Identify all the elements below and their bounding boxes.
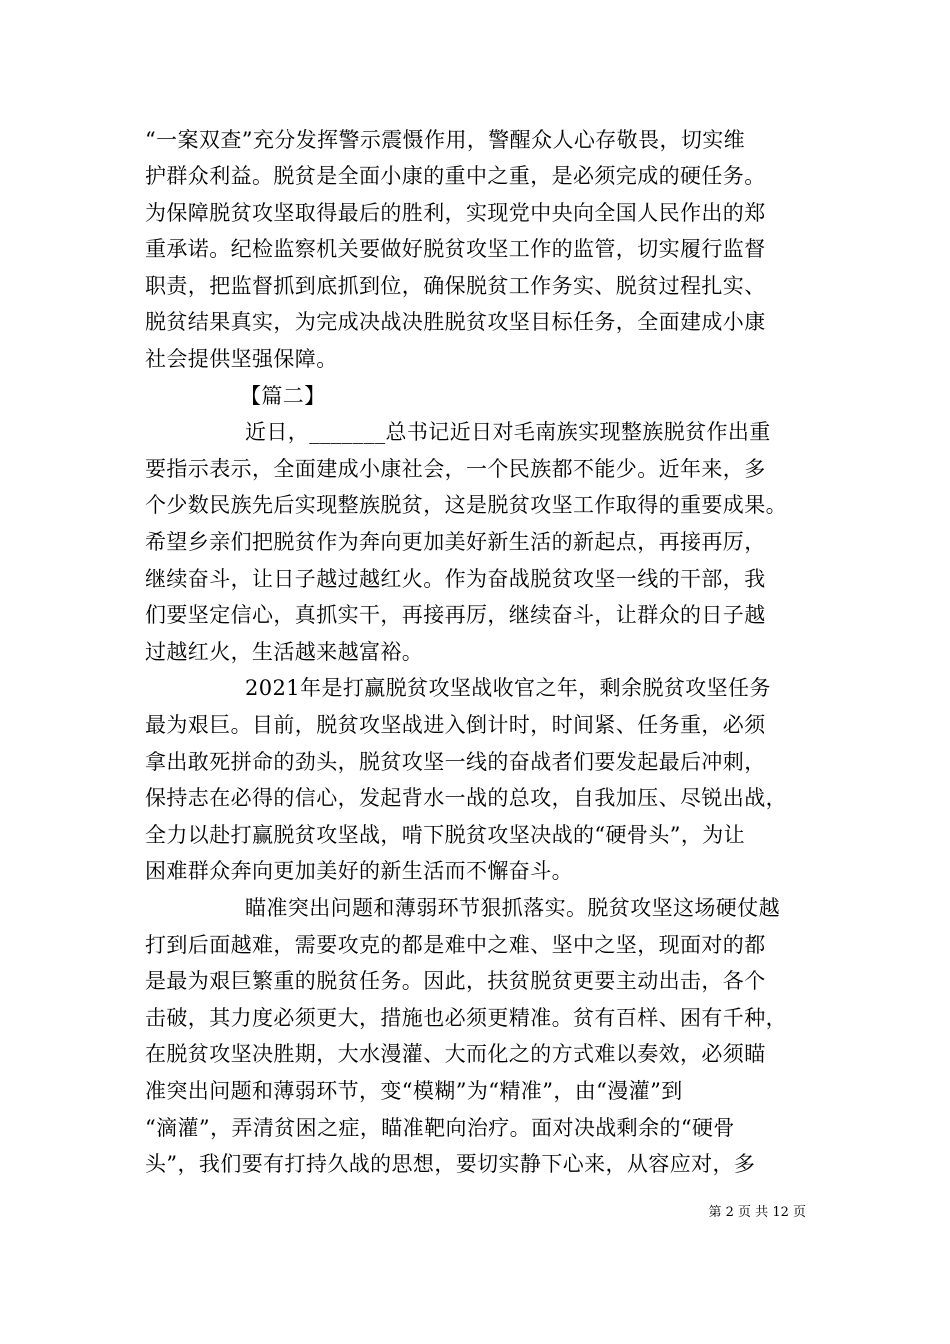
text-line: 保持志在必得的信心，发起背水一战的总攻，自我加压、尽锐出战， [145, 786, 787, 810]
section-heading: 【篇二】 [240, 384, 326, 408]
text-line: 社会提供坚强保障。 [145, 347, 338, 371]
text-line: 们要坚定信心，真抓实干，再接再厉，继续奋斗，让群众的日子越 [145, 603, 766, 627]
text-line: 重承诺。纪检监察机关要做好脱贫攻坚工作的监管，切实履行监督 [145, 237, 766, 261]
text-line: 护群众利益。脱贫是全面小康的重中之重，是必须完成的硬任务。 [145, 164, 766, 188]
text-line: 个少数民族先后实现整族脱贫，这是脱贫攻坚工作取得的重要成果。 [145, 493, 787, 517]
text-line: 希望乡亲们把脱贫作为奔向更加美好新生活的新起点，再接再厉， [145, 530, 766, 554]
text-line: 击破，其力度必须更大，措施也必须更精准。贫有百样、困有千种， [145, 1006, 787, 1030]
text-line: 最为艰巨。目前，脱贫攻坚战进入倒计时，时间紧、任务重，必须 [145, 713, 766, 737]
text-line: “一案双查”充分发挥警示震慑作用，警醒众人心存敬畏，切实维 [145, 128, 746, 152]
text-line: 过越红火，生活越来越富裕。 [145, 640, 424, 664]
text-line: 困难群众奔向更加美好的新生活而不懈奋斗。 [145, 859, 573, 883]
text-line: 是最为艰巨繁重的脱贫任务。因此，扶贫脱贫更要主动出击，各个 [145, 969, 766, 993]
text-line: “滴灌”，弄清贫困之症，瞄准靶向治疗。面对决战剩余的“硬骨 [145, 1116, 735, 1140]
text-line: 继续奋斗，让日子越过越红火。作为奋战脱贫攻坚一线的干部，我 [145, 567, 766, 591]
text-line: 职责，把监督抓到底抓到位，确保脱贫工作务实、脱贫过程扎实、 [145, 274, 766, 298]
text-line: 拿出敢死拼命的劲头，脱贫攻坚一线的奋战者们要发起最后冲刺， [145, 750, 766, 774]
text-line: 要指示表示，全面建成小康社会，一个民族都不能少。近年来，多 [145, 457, 766, 481]
text-line: 全力以赴打赢脱贫攻坚战，啃下脱贫攻坚决战的“硬骨头”，为让 [145, 823, 746, 847]
text-line: 2021年是打赢脱贫攻坚战收官之年，剩余脱贫攻坚任务 [245, 676, 771, 700]
text-line: 在脱贫攻坚决胜期，大水漫灌、大而化之的方式难以奏效，必须瞄 [145, 1042, 766, 1066]
text-line: 打到后面越难，需要攻克的都是难中之难、坚中之坚，现面对的都 [145, 933, 766, 957]
text-line: 准突出问题和薄弱环节，变“模糊”为“精准”，由“漫灌”到 [145, 1079, 683, 1103]
text-line: 近日，_______总书记近日对毛南族实现整族脱贫作出重 [245, 420, 771, 444]
page-number: 第 2 页 共 12 页 [708, 1205, 806, 1220]
text-line: 脱贫结果真实，为完成决战决胜脱贫攻坚目标任务，全面建成小康 [145, 310, 766, 334]
text-line: 瞄准突出问题和薄弱环节狠抓落实。脱贫攻坚这场硬仗越 [245, 896, 780, 920]
text-line: 为保障脱贫攻坚取得最后的胜利，实现党中央向全国人民作出的郑 [145, 201, 766, 225]
text-line: 头”，我们要有打持久战的思想，要切实静下心来，从容应对，多 [145, 1152, 756, 1176]
